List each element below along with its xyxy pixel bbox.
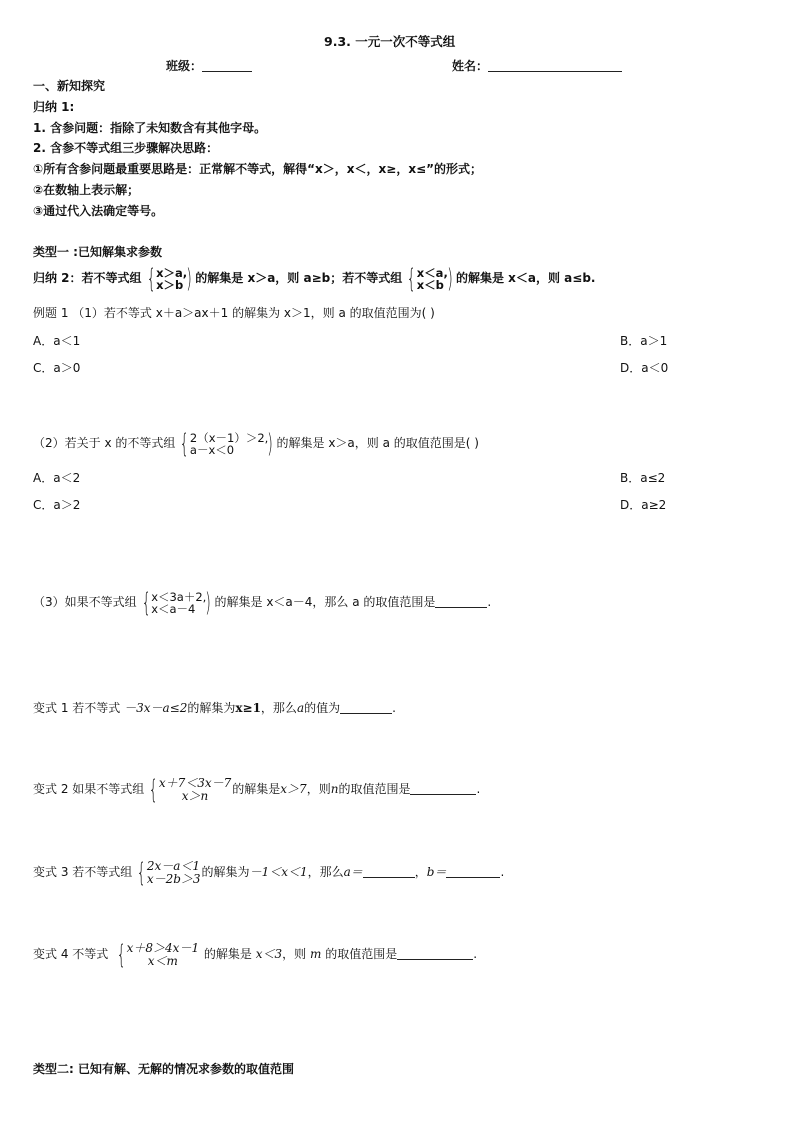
q3-answer-blank[interactable] [435, 595, 487, 608]
q1-option-b[interactable]: B．a＞1 [620, 334, 668, 348]
summary1-item1: 1. 含参问题：指除了未知数含有其他字母。 [33, 121, 267, 135]
system-a-line2: x＞b [156, 277, 184, 292]
summary2 [33, 264, 595, 292]
v3-system-line2: x－2b＞3 [146, 871, 201, 886]
example1-q2 [33, 428, 479, 458]
q1-option-a[interactable]: A．a＜1 [33, 334, 81, 348]
v1-mid2: ，那么 [260, 701, 297, 715]
v3-b-blank[interactable] [446, 865, 500, 878]
v4-system-line1: x＋8＞4x－1 [126, 940, 200, 955]
class-label: 班级： [166, 59, 203, 73]
q3-end: . [487, 595, 492, 609]
v4-cond: x＜3 [255, 947, 283, 961]
q2-system-line1: 2（x－1）＞2, [189, 430, 269, 445]
q1-option-d[interactable]: D．a＜0 [620, 361, 669, 375]
v2-mid: 的解集是 [232, 782, 281, 796]
q3-system: { x＜3a＋2, x＜a－4 ) [141, 587, 212, 618]
section-heading: 一、新知探究 [33, 79, 106, 93]
v1-var: a [296, 701, 305, 715]
v3-mid2: ，那么 [307, 865, 344, 879]
q3-prefix: （3）如果不等式组 [33, 595, 137, 609]
system-a: { x＞a, x＞b ) [146, 263, 192, 294]
system-a-line1: x＞a, [156, 265, 188, 280]
system-b-line2: x＜b [416, 277, 444, 292]
variant2 [33, 773, 480, 805]
type2-heading: 类型二: 已知有解、无解的情况求参数的取值范围 [33, 1062, 294, 1076]
v4-end: . [473, 947, 478, 961]
v2-system: { x＋7＜3x－7 x＞n [148, 774, 232, 805]
summary1-step3: ③通过代入法确定等号。 [33, 204, 164, 218]
summary1-item2: 2. 含参不等式组三步骤解决思路： [33, 141, 219, 155]
v2-system-line2: x＞n [181, 788, 209, 803]
v4-answer-blank[interactable] [397, 947, 473, 960]
class-blank[interactable] [202, 59, 252, 72]
v1-mid: 的解集为 [187, 701, 236, 715]
example1-q3 [33, 587, 491, 617]
v4-mid2: ，则 [282, 947, 307, 961]
summary1-step1: ①所有含参问题最重要思路是：正常解不等式，解得“x＞，x＜，x≥，x≤”的形式； [33, 162, 483, 176]
v3-system-line1: 2x－a＜1 [146, 858, 201, 873]
v3-cond: －1＜x＜1 [249, 865, 308, 879]
v3-prefix: 变式 3 若不等式组 [33, 865, 133, 879]
v2-cond: x＞7 [280, 782, 307, 796]
v3-a-blank[interactable] [363, 865, 415, 878]
q2-system: { 2（x－1）＞2, a－x＜0 ) [180, 428, 274, 459]
v1-expr: －3x－a≤2 [124, 701, 188, 715]
example1-q1: 例题 1 （1）若不等式 x＋a＞ax＋1 的解集为 x＞1，则 a 的取值范围为( ) [33, 306, 435, 320]
v1-prefix: 变式 1 若不等式 [33, 701, 121, 715]
q2-suffix: 的解集是 x＞a，则 a 的取值范围是( ) [276, 436, 479, 450]
type1-heading: 类型一 :已知解集求参数 [33, 245, 162, 259]
q2-option-a[interactable]: A．a＜2 [33, 471, 81, 485]
v4-suffix: 的取值范围是 [325, 947, 398, 961]
v2-system-line1: x＋7＜3x－7 [158, 775, 232, 790]
class-field [166, 58, 252, 74]
v1-answer-blank[interactable] [340, 701, 392, 714]
v1-cond: x≥1 [235, 701, 261, 715]
q2-prefix: （2）若关于 x 的不等式组 [33, 436, 176, 450]
summary1-step2: ②在数轴上表示解； [33, 183, 140, 197]
v4-prefix: 变式 4 不等式 [33, 947, 109, 961]
summary2-prefix: 归纳 2：若不等式组 [33, 271, 142, 285]
v3-b-label: b＝ [426, 865, 447, 879]
v2-end: . [476, 782, 481, 796]
v3-end: . [500, 865, 505, 879]
v2-suffix: 的取值范围是 [338, 782, 411, 796]
v1-suffix: 的值为 [304, 701, 341, 715]
variant1 [33, 700, 396, 716]
name-blank[interactable] [488, 59, 622, 72]
system-b-line1: x＜a, [416, 265, 448, 280]
v3-system: { 2x－a＜1 x－2b＞3 [136, 857, 201, 888]
q3-system-line1: x＜3a＋2, [151, 589, 207, 604]
summary2-mid: 的解集是 x＞a，则 a≥b；若不等式组 [195, 271, 403, 285]
summary2-suffix: 的解集是 x＜a，则 a≤b. [455, 271, 596, 285]
v4-system: { x＋8＞4x－1 x＜m [116, 939, 200, 970]
v4-var: m [310, 947, 322, 961]
q1-option-c[interactable]: C．a＞0 [33, 361, 81, 375]
variant3 [33, 856, 504, 888]
system-b: { x＜a, x＜b ) [406, 263, 453, 294]
q2-option-c[interactable]: C．a＞2 [33, 498, 81, 512]
page-title: 9.3. 一元一次不等式组 [324, 34, 456, 49]
v2-mid2: ，则 [306, 782, 331, 796]
v2-prefix: 变式 2 如果不等式组 [33, 782, 145, 796]
name-label: 姓名： [452, 59, 489, 73]
name-field [452, 58, 622, 74]
v2-answer-blank[interactable] [410, 782, 476, 795]
q2-system-line2: a－x＜0 [189, 442, 235, 457]
v3-mid: 的解集为 [201, 865, 250, 879]
q2-option-d[interactable]: D．a≥2 [620, 498, 667, 512]
v4-mid: 的解集是 [203, 947, 252, 961]
variant4 [33, 938, 477, 970]
v1-end: . [392, 701, 396, 715]
q3-system-line2: x＜a－4 [151, 601, 196, 616]
v3-sep: ， [414, 865, 427, 879]
v3-a-label: a＝ [343, 865, 363, 879]
summary1-title: 归纳 1: [33, 100, 75, 114]
v4-system-line2: x＜m [147, 953, 178, 968]
v2-var: n [330, 782, 339, 796]
q3-suffix: 的解集是 x＜a－4，那么 a 的取值范围是 [214, 595, 436, 609]
q2-option-b[interactable]: B．a≤2 [620, 471, 666, 485]
